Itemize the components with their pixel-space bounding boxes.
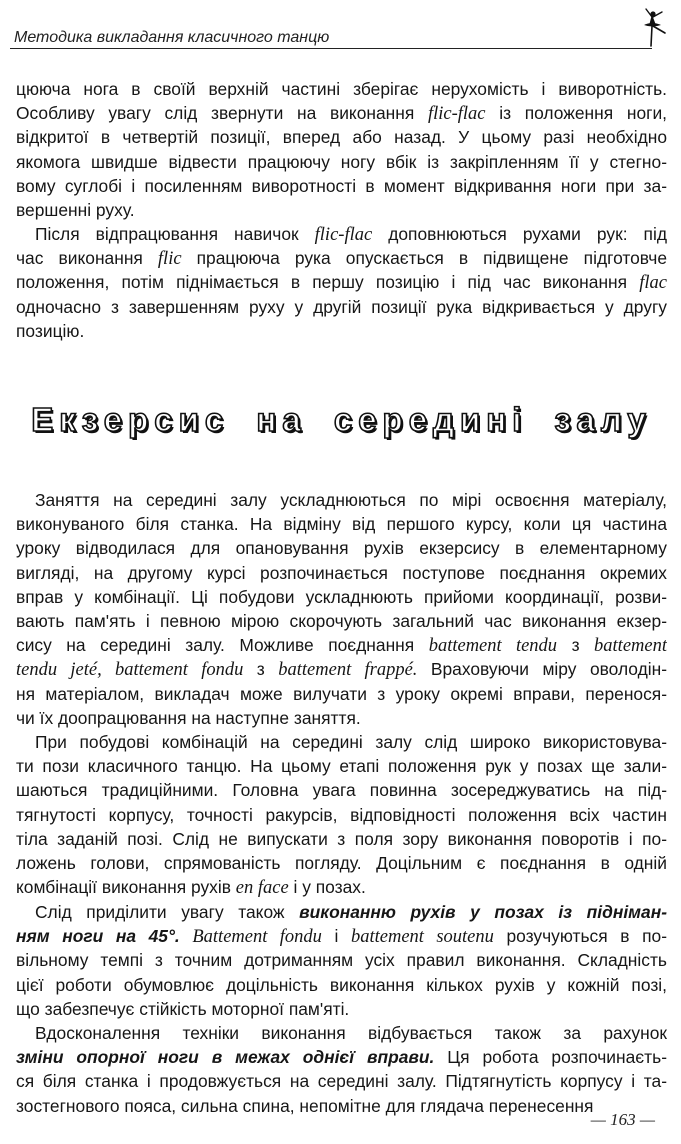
text-line bbox=[16, 1045, 667, 1069]
text-line bbox=[16, 633, 667, 657]
emphasis-text: tendu jeté, battement fondu bbox=[16, 660, 244, 681]
text-run: чи їх доопрацювання на наступне заняття. bbox=[16, 707, 361, 728]
text-line bbox=[16, 948, 667, 972]
text-run: ложень голови, спрямованість погляду. Доцільним є поєднання в одній bbox=[16, 852, 667, 873]
text-line bbox=[16, 125, 667, 149]
emphasis-text: flic bbox=[157, 249, 182, 270]
text-run: ня матеріалом, викладач може вилучати з уроку окремі вправи, перенося- bbox=[16, 683, 667, 704]
text-line bbox=[16, 1021, 667, 1045]
text-line bbox=[16, 77, 667, 101]
text-run: відкритої в четвертій позиції, вперед або назад. У цьому разі необхідно bbox=[16, 127, 667, 148]
text-line bbox=[16, 270, 667, 294]
text-run: положення, потім піднімається в першу позицію і під час виконання bbox=[16, 272, 640, 293]
emphasis-text: Battement fondu bbox=[192, 927, 322, 948]
text-line bbox=[16, 222, 667, 246]
text-run: Слід приділити увагу також bbox=[35, 902, 300, 922]
text-run: ти пози класичного танцю. На цьому етапі положення рук у позах ще зали- bbox=[16, 756, 667, 777]
text-line bbox=[16, 198, 667, 222]
emphasis-text: зміни опорної ноги в межах однієї вправи. bbox=[16, 1047, 435, 1068]
emphasis-text: виконанню рухів у позах із підніман- bbox=[299, 902, 667, 922]
running-header bbox=[10, 26, 652, 49]
text-line bbox=[16, 706, 667, 730]
text-run bbox=[180, 926, 193, 946]
text-run: розучуються в по- bbox=[493, 926, 667, 947]
text-line bbox=[16, 875, 667, 899]
text-line bbox=[16, 730, 667, 754]
text-run: вають пам'ять і певною мірою скорочують загальний час виконання екзер- bbox=[16, 610, 667, 631]
text-run: виконуваного біля станка. На відміну від першого курсу, коли ця частина bbox=[16, 514, 667, 535]
text-run: шаються традиційними. Головна увага повинна зосереджуватись на під- bbox=[16, 780, 667, 801]
text-run: позицію. bbox=[16, 320, 85, 341]
text-line bbox=[16, 778, 667, 802]
text-line bbox=[16, 924, 667, 948]
text-line bbox=[16, 319, 667, 343]
text-run: одночасно з завершенням руху у другій позиції рука відкривається у другу bbox=[16, 296, 667, 317]
text-line bbox=[16, 997, 667, 1021]
text-run: з bbox=[557, 635, 595, 656]
emphasis-text: battement frappé. bbox=[278, 660, 418, 681]
text-line bbox=[16, 512, 667, 536]
emphasis-text: flac bbox=[639, 273, 667, 294]
text-line bbox=[16, 561, 667, 585]
text-run: що забезпечує стійкість моторної пам'яті. bbox=[16, 998, 350, 1019]
paragraph-1 bbox=[16, 77, 667, 222]
emphasis-text: flic-flac bbox=[427, 104, 486, 125]
text-run: час виконання bbox=[16, 248, 158, 269]
text-run: працююча рука опускається в підвищене підготовче bbox=[181, 248, 667, 269]
text-run: вому суглобі і посиленням виворотності в момент відкривання ноги при за- bbox=[16, 175, 667, 196]
text-run: сису на середині залу. Можливе поєднання bbox=[16, 635, 429, 656]
header-title: Методика викладання класичного танцю bbox=[14, 29, 330, 46]
ballerina-icon bbox=[632, 6, 674, 52]
text-line bbox=[16, 536, 667, 560]
text-line bbox=[16, 754, 667, 778]
text-line bbox=[16, 827, 667, 851]
text-run: з bbox=[243, 659, 279, 680]
text-run: комбінації виконання рухів bbox=[16, 877, 236, 898]
text-run: Враховуючи міру оволодін- bbox=[417, 659, 667, 680]
text-run: уроку відводилася для опановування рухів екзерсису в елементарному bbox=[16, 538, 667, 559]
text-run: Після відпрацювання навичок bbox=[35, 224, 315, 244]
text-line bbox=[16, 609, 667, 633]
text-run: цююча нога в своїй верхній частині зберігає нерухомість і виворотність. bbox=[16, 79, 667, 99]
text-line bbox=[16, 682, 667, 706]
emphasis-text: flic-flac bbox=[314, 225, 373, 245]
text-line bbox=[16, 1069, 667, 1093]
text-line bbox=[16, 101, 667, 125]
text-line bbox=[16, 174, 667, 198]
emphasis-text: battement soutenu bbox=[350, 927, 494, 948]
paragraph-5 bbox=[16, 900, 667, 1021]
text-run: вершенні руху. bbox=[16, 199, 135, 220]
text-run: При побудові комбінацій на середині залу слід широко використовува- bbox=[35, 732, 667, 752]
text-run: цієї роботи обумовлює доцільність виконання кількох рухів у кожній позі, bbox=[16, 974, 667, 995]
text-line bbox=[16, 150, 667, 174]
text-run: тягнутості корпусу, точності ракурсів, відповідності положення всіх частин bbox=[16, 804, 667, 825]
text-run: Особливу увагу слід звернути на виконання bbox=[16, 103, 428, 124]
text-line bbox=[16, 295, 667, 319]
text-line bbox=[16, 246, 667, 270]
text-run: ся біля станка і продовжується на середині залу. Підтягнутість корпусу і та- bbox=[16, 1071, 667, 1092]
emphasis-text: ням ноги на 45°. bbox=[16, 926, 180, 947]
text-line bbox=[16, 803, 667, 827]
text-run: вправ у комбінації. Ці побудови ускладнюють прийоми координації, розви- bbox=[16, 586, 667, 607]
text-run: із положення ноги, bbox=[485, 103, 667, 124]
text-run: Заняття на середині залу ускладнюються по мірі освоєння матеріалу, bbox=[35, 490, 667, 510]
text-run: Ця робота розпочинаєть- bbox=[434, 1047, 667, 1068]
page-number: — 163 — bbox=[590, 1110, 655, 1129]
text-line bbox=[16, 488, 667, 512]
text-run: і у позах. bbox=[288, 877, 366, 898]
emphasis-text: battement tendu bbox=[428, 636, 558, 657]
text-line bbox=[16, 585, 667, 609]
paragraph-6 bbox=[16, 1021, 667, 1118]
text-line bbox=[16, 851, 667, 875]
text-line bbox=[16, 973, 667, 997]
text-run: і bbox=[321, 926, 351, 947]
text-run: тіла заданій позі. Слід не випускати з поля зору виконання поворотів і по- bbox=[16, 828, 667, 849]
text-line bbox=[16, 1094, 667, 1118]
text-run: Вдосконалення техніки виконання відбувається також за рахунок bbox=[35, 1023, 667, 1043]
emphasis-text: battement bbox=[594, 636, 667, 657]
text-line bbox=[16, 900, 667, 924]
text-run: зостегнового пояса, сильна спина, непомітне для глядача перенесення bbox=[16, 1095, 594, 1116]
text-run: якомога швидше відвести працюючу ногу вбік із закріпленням її у стегно- bbox=[16, 151, 667, 172]
text-line bbox=[16, 657, 667, 681]
text-run: вигляді, на другому курсі розпочинається поступове поєднання окремих bbox=[16, 562, 667, 583]
section-heading: Екзерсис на середині залу bbox=[31, 401, 652, 438]
paragraph-2 bbox=[16, 222, 667, 343]
text-run: вільному темпі з точним дотриманням усіх правил виконання. Складність bbox=[16, 950, 667, 971]
emphasis-text: en face bbox=[235, 878, 289, 899]
paragraph-3 bbox=[16, 488, 667, 730]
paragraph-4 bbox=[16, 730, 667, 899]
text-run: доповнюються рухами рук: під bbox=[372, 224, 667, 244]
